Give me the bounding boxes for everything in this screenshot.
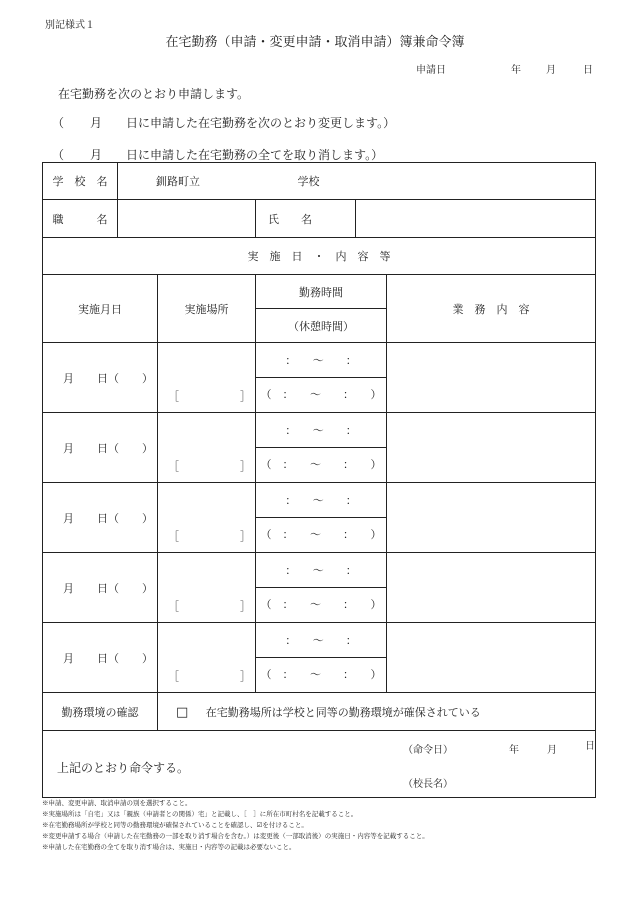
day-label: 日（ [97,511,119,525]
weekday-close: ） [142,511,153,525]
break-time: （ ： 〜 ： ） [260,458,382,471]
schedule-row [43,553,596,623]
break-time: （ ： 〜 ： ） [260,598,382,611]
bracket-close: ］ [240,530,251,543]
bracket-close: ］ [240,600,251,613]
order-cell [43,731,596,798]
principal-label: （校長名） [403,779,453,790]
order-date-label: （命令日） [403,745,453,756]
bracket-open: ［ [168,530,179,543]
notes [42,798,429,853]
application-date-day: 日 [583,65,593,76]
environment-text: 在宅勤務場所は学校と同等の勤務環境が確保されている [205,705,481,719]
weekday-close: ） [142,371,153,385]
place-cell[interactable] [158,553,256,623]
weekday-close: ） [142,441,153,455]
day-label: 日（ [97,441,119,455]
note-item: ※在宅勤務場所が学校と同等の勤務環境が確保されていることを確認し、☑を付けること。 [42,821,308,829]
environment-check[interactable] [158,693,596,731]
break-time: （ ： 〜 ： ） [260,388,382,401]
weekday-close: ） [142,651,153,665]
content-cell[interactable] [387,483,596,553]
month-label: 月 [63,441,74,455]
school-suffix: 学校 [297,175,320,188]
order-year: 年 [509,745,519,756]
schedule-row [43,343,596,413]
note-item: ※申請、変更申請、取消申請の別を選択すること。 [42,799,192,807]
hours-cell[interactable] [256,623,387,693]
bracket-close: ］ [240,390,251,403]
environment-label: 勤務環境の確認 [43,693,158,731]
staff-row [43,200,596,238]
month-label: 月 [63,581,74,595]
note-item: ※変更申請する場合（申請した在宅勤務の一部を取り消す場合を含む。）は変更後（一部取消後）の実施日・内容等を記載すること。 [42,832,429,840]
name-field[interactable] [356,200,596,238]
school-prefix: 釧路町立 [156,175,200,188]
date-cell[interactable] [43,343,158,413]
form-table [42,162,596,798]
content-cell[interactable] [387,623,596,693]
order-day: 日 [585,741,595,752]
schedule-row [43,623,596,693]
bracket-open: ［ [168,670,179,683]
form-number: 別記様式１ [45,20,95,31]
position-field[interactable] [118,200,256,238]
statement-apply: 在宅勤務を次のとおり申請します。 [58,87,250,101]
bracket-open: ［ [168,460,179,473]
date-cell[interactable] [43,623,158,693]
work-time: ： 〜 ： [256,483,386,518]
date-cell[interactable] [43,483,158,553]
date-cell[interactable] [43,553,158,623]
application-date-label: 申請日 [416,65,446,76]
break-time: （ ： 〜 ： ） [260,528,382,541]
col-hours-header: 勤務時間 [256,275,387,309]
place-cell[interactable] [158,623,256,693]
month-label: 月 [63,651,74,665]
statement-change-text: 日に申請した在宅勤務を次のとおり変更します。） [126,116,396,130]
statement-cancel-text: 日に申請した在宅勤務の全てを取り消します。） [126,148,384,162]
col-place-header: 実施場所 [158,275,256,343]
hours-cell[interactable] [256,553,387,623]
content-cell[interactable] [387,343,596,413]
school-row [43,163,596,200]
place-cell[interactable] [158,413,256,483]
section-header: 実 施 日 ・ 内 容 等 [43,238,596,275]
order-month: 月 [547,745,557,756]
place-cell[interactable] [158,483,256,553]
statement-change-month: 月 [90,116,103,130]
statement-cancel-open: （ [52,148,65,162]
statement-change [52,114,395,131]
work-time: ： 〜 ： [256,343,386,378]
hours-cell[interactable] [256,483,387,553]
position-label: 職 名 [43,200,118,238]
hours-cell[interactable] [256,343,387,413]
col-date-header: 実施月日 [43,275,158,343]
schedule-row [43,483,596,553]
page-title: 在宅勤務（申請・変更申請・取消申請）簿兼命令簿 [165,35,465,50]
place-cell[interactable] [158,343,256,413]
environment-checkbox[interactable]: □ [176,704,189,720]
month-label: 月 [63,511,74,525]
application-date-month: 月 [546,65,556,76]
schedule-row [43,413,596,483]
application-date-year: 年 [511,65,521,76]
name-label: 氏 名 [256,200,356,238]
school-label: 学 校 名 [43,163,118,200]
day-label: 日（ [97,581,119,595]
day-label: 日（ [97,651,119,665]
break-time: （ ： 〜 ： ） [260,668,382,681]
day-label: 日（ [97,371,119,385]
content-cell[interactable] [387,553,596,623]
month-label: 月 [63,371,74,385]
weekday-close: ） [142,581,153,595]
bracket-open: ［ [168,600,179,613]
statement-change-open: （ [52,116,65,130]
statement-cancel [52,146,383,163]
date-cell[interactable] [43,413,158,483]
statement-cancel-month: 月 [90,148,103,162]
order-text: 上記のとおり命令する。 [57,761,190,775]
content-cell[interactable] [387,413,596,483]
bracket-close: ］ [240,670,251,683]
col-content-header: 業 務 内 容 [387,275,596,343]
school-field[interactable] [118,163,596,200]
note-item: ※申請した在宅勤務の全てを取り消す場合は、実施日・内容等の記載は必要ないこと。 [42,843,296,851]
bracket-open: ［ [168,390,179,403]
environment-row [43,693,596,731]
work-time: ： 〜 ： [256,553,386,588]
note-item: ※実施場所は「自宅」又は「親族（申請者との関係）宅」と記載し、［ ］に所在市町村名を記載すること。 [42,810,358,818]
col-break-header: （休憩時間） [256,309,387,343]
bracket-close: ］ [240,460,251,473]
work-time: ： 〜 ： [256,413,386,448]
order-row [43,731,596,798]
work-time: ： 〜 ： [256,623,386,658]
hours-cell[interactable] [256,413,387,483]
